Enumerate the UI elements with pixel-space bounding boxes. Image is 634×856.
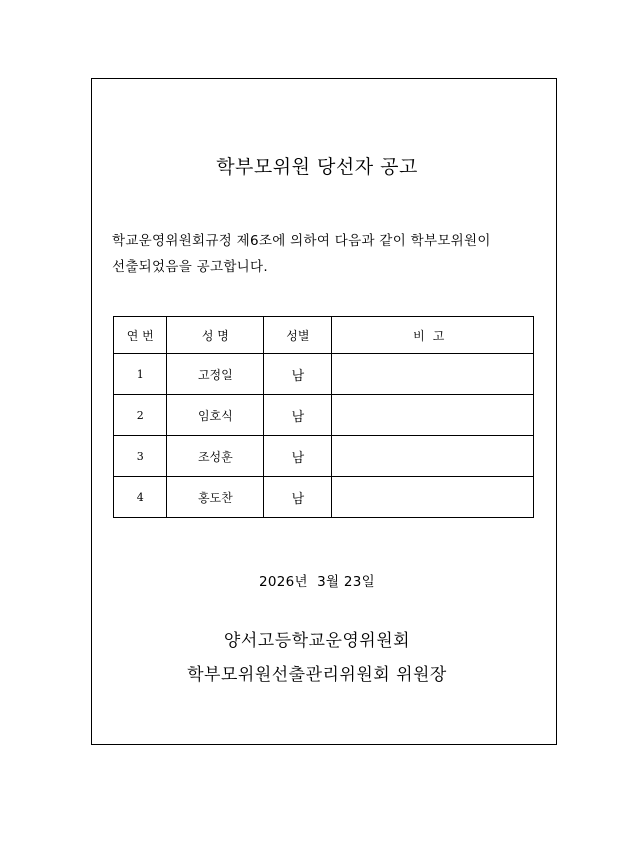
row-name: 임호식	[167, 395, 264, 436]
table-header-row	[114, 317, 534, 354]
issuer-chairperson: 학부모위원선출관리위원회 위원장	[187, 665, 447, 685]
table-row	[114, 395, 534, 436]
row-number: 2	[114, 395, 167, 436]
row-number: 1	[114, 354, 167, 395]
table-row	[114, 477, 534, 518]
row-note	[332, 477, 534, 518]
header-gender: 성별	[264, 317, 332, 354]
row-note	[332, 395, 534, 436]
row-note	[332, 436, 534, 477]
row-gender: 남	[264, 436, 332, 477]
announcement-date: 2026년 3월 23일	[258, 574, 376, 590]
header-note-label: 비고	[413, 328, 453, 343]
row-gender: 남	[264, 395, 332, 436]
table-row	[114, 354, 534, 395]
intro-line-1: 학교운영위원회규정 제6조에 의하여 다음과 같이 학부모위원이	[112, 233, 491, 249]
header-note	[332, 317, 534, 354]
row-note	[332, 354, 534, 395]
intro-paragraph	[112, 228, 542, 280]
row-name: 홍도찬	[167, 477, 264, 518]
intro-line-2: 선출되었음을 공고합니다.	[112, 259, 268, 275]
row-name: 고정일	[167, 354, 264, 395]
row-number: 3	[114, 436, 167, 477]
header-name: 성 명	[167, 317, 264, 354]
winners-table	[113, 316, 534, 518]
header-number: 연 번	[114, 317, 167, 354]
row-gender: 남	[264, 477, 332, 518]
row-number: 4	[114, 477, 167, 518]
table-row	[114, 436, 534, 477]
issuer-committee: 양서고등학교운영위원회	[223, 631, 411, 651]
row-gender: 남	[264, 354, 332, 395]
row-name: 조성훈	[167, 436, 264, 477]
document-title: 학부모위원 당선자 공고	[216, 156, 418, 178]
